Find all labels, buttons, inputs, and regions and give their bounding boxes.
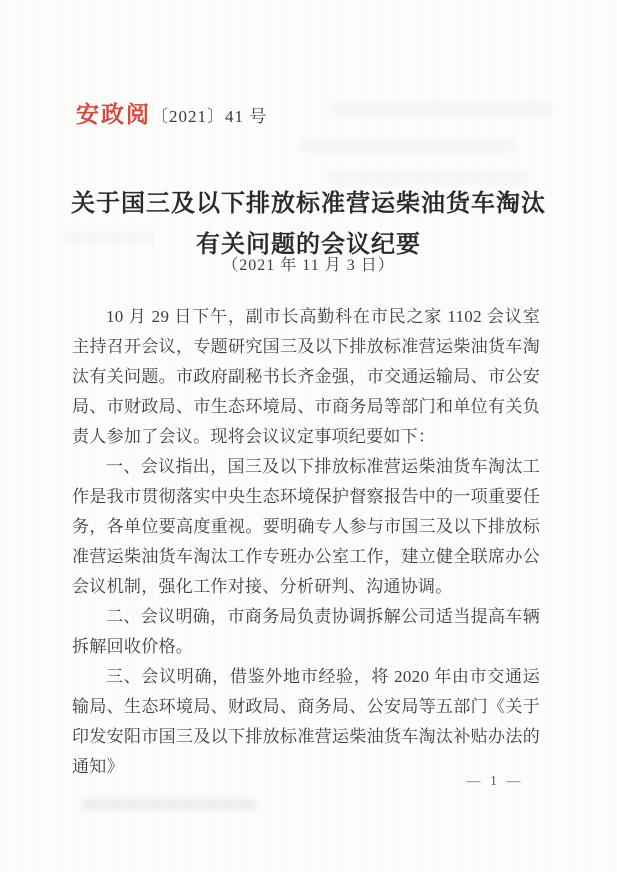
doc-title-line1: 关于国三及以下排放标准营运柴油货车淘汰 [71, 191, 546, 217]
doc-issuer-mark: 安政阅 [76, 102, 151, 127]
doc-date: （2021 年 11 月 3 日） [222, 257, 395, 274]
paragraph-item-1: 一、会议指出，国三及以下排放标准营运柴油货车淘汰工作是我市贯彻落实中央生态环境保护督察报告中的一项重要任务，各单位要高度重视。要明确专人参与市国三及以下排放标准营运柴油货车淘汰工作专班办公室工作，建立健全联席办公会议机制，强化工作对接、分析研判、沟通协调。 [72, 457, 540, 596]
paragraph-item-2: 二、会议明确，市商务局负责协调拆解公司适当提高车辆拆解回收价格。 [72, 607, 540, 656]
doc-number [76, 96, 267, 129]
doc-title-line2: 有关问题的会议纪要 [196, 232, 421, 258]
doc-body [72, 302, 540, 782]
scan-bleed-smudge [82, 799, 257, 810]
scan-bleed-smudge [300, 138, 515, 152]
doc-number-text: 〔2021〕41 号 [151, 107, 268, 126]
page-number: — 1 — [466, 774, 524, 789]
paragraph-intro: 10 月 29 日下午，副市长高勤科在市民之家 1102 会议室主持召开会议，专题研究国三及以下排放标准营运柴油货车淘汰有关问题。市政府副秘书长齐金强，市交通运输局、市公安局、市财政局、市生态环境局、市商务局等部门和单位有关负责人参加了会议。现将会议议定事项纪要如下： [72, 307, 540, 446]
paragraph-item-3: 三、会议明确，借鉴外地市经验，将 2020 年由市交通运输局、生态环境局、财政局、商务局、公安局等五部门《关于印发安阳市国三及以下排放标准营运柴油货车淘汰补贴办法的通知》 [72, 667, 540, 776]
scan-bleed-smudge [332, 102, 552, 117]
